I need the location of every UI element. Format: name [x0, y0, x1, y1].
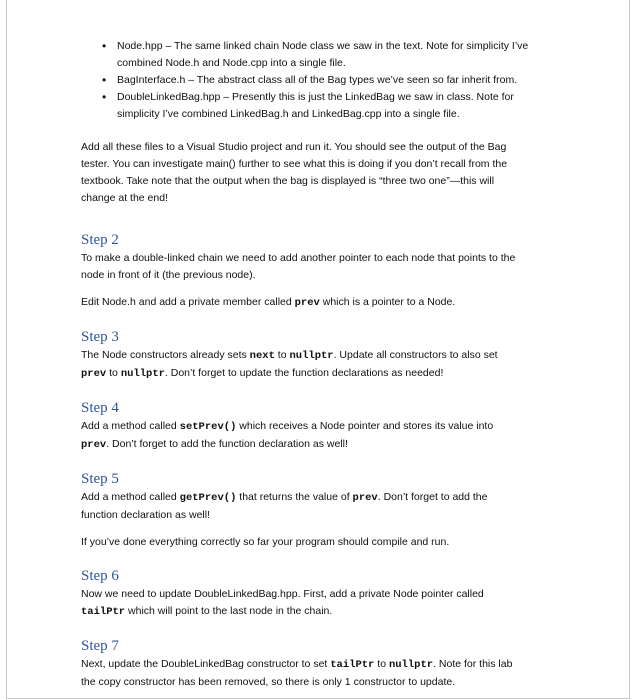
step-4-paragraph: [81, 418, 561, 454]
step-5-heading: Step 5: [81, 471, 119, 487]
step-6-section: [81, 567, 561, 621]
step-3-paragraph: [81, 347, 561, 383]
code-tailptr: tailPtr: [330, 659, 375, 671]
intro-line: Add all these files to a Visual Studio project and run it. You should see the output of the Bag: [81, 141, 507, 153]
text: Now we need to update DoubleLinkedBag.hpp. First, add a private Node pointer called: [81, 588, 484, 600]
code-setprev: setPrev(): [179, 421, 237, 433]
list-item: [81, 89, 561, 123]
step-2-paragraph: [81, 250, 561, 284]
text: Add a method called: [81, 420, 180, 432]
step-3-heading: Step 3: [81, 329, 119, 345]
code-prev: prev: [81, 439, 107, 451]
text: Edit Node.h and add a private member called: [81, 296, 295, 308]
step-5-paragraph: [81, 489, 561, 524]
step-6-paragraph: [81, 586, 561, 621]
text: The Node constructors already sets: [81, 349, 250, 361]
step-6-heading: Step 6: [81, 568, 119, 584]
text: To make a double-linked chain we need to add another pointer to each node that points to the: [81, 252, 516, 264]
text: Next, update the DoubleLinkedBag constructor to set: [81, 658, 331, 670]
code-prev: prev: [81, 368, 107, 380]
text: to: [274, 349, 290, 361]
step-2-heading: Step 2: [81, 232, 119, 248]
step-7-section: [81, 637, 561, 691]
intro-paragraph: [81, 139, 561, 207]
intro-line: tester. You can investigate main() further to see what this is doing if you don’t recall from the: [81, 158, 508, 170]
text: which will point to the last node in the chain.: [125, 605, 333, 617]
text: which receives a Node pointer and stores its value into: [236, 420, 494, 432]
list-item-text: simplicity I’ve combined LinkedBag.h and LinkedBag.cpp into a single file.: [117, 108, 460, 120]
text: which is a pointer to a Node.: [319, 296, 456, 308]
text: . Note for this lab: [433, 658, 513, 670]
bullet-icon: •: [102, 90, 107, 104]
bullet-icon: •: [102, 73, 107, 87]
step-5-paragraph: [81, 534, 561, 551]
text: function declaration as well!: [81, 509, 210, 521]
list-item-text: Node.hpp – The same linked chain Node class we saw in the text. Note for simplicity I’ve: [117, 40, 529, 52]
step-2-section: [81, 231, 561, 312]
list-item-text: BagInterface.h – The abstract class all of the Bag types we’ve seen so far inherit from.: [117, 74, 518, 86]
step-2-paragraph: [81, 294, 561, 312]
text: . Don’t forget to add the function declaration as well!: [106, 438, 348, 450]
step-7-paragraph: [81, 656, 561, 691]
step-4-section: [81, 399, 561, 454]
step-5-section: [81, 470, 561, 551]
step-7-heading: Step 7: [81, 638, 119, 654]
code-nullptr: nullptr: [388, 659, 434, 671]
text: that returns the value of: [236, 491, 353, 503]
code-getprev: getPrev(): [179, 492, 237, 504]
code-prev: prev: [352, 492, 378, 504]
text: If you’ve done everything correctly so far your program should compile and run.: [81, 536, 450, 548]
list-item-text: DoubleLinkedBag.hpp – Presently this is just the LinkedBag we saw in class. Note for: [117, 91, 514, 103]
text: . Don’t forget to update the function declarations as needed!: [164, 367, 444, 379]
code-nullptr: nullptr: [289, 350, 334, 362]
code-nullptr: nullptr: [120, 368, 165, 380]
code-next: next: [249, 350, 275, 362]
step-4-heading: Step 4: [81, 400, 119, 416]
file-list: [81, 38, 561, 123]
text: to: [374, 658, 389, 670]
text: . Update all constructors to also set: [333, 349, 498, 361]
code-prev: prev: [294, 297, 320, 309]
document-body: [81, 38, 561, 691]
list-item: [81, 38, 561, 72]
step-3-section: [81, 328, 561, 383]
text: the copy constructor has been removed, so there is only 1 constructor to update.: [81, 676, 456, 688]
intro-line: change at the end!: [81, 192, 168, 204]
text: to: [106, 367, 121, 379]
text: node in front of it (the previous node).: [81, 269, 256, 281]
list-item-text: combined Node.h and Node.cpp into a single file.: [117, 57, 346, 69]
bullet-icon: •: [102, 39, 107, 53]
text: . Don’t forget to add the: [377, 491, 488, 503]
intro-line: textbook. Take note that the output when the bag is displayed is “three two one”—this will: [81, 175, 495, 187]
text: Add a method called: [81, 491, 180, 503]
list-item: [81, 72, 561, 89]
code-tailptr: tailPtr: [81, 606, 126, 618]
